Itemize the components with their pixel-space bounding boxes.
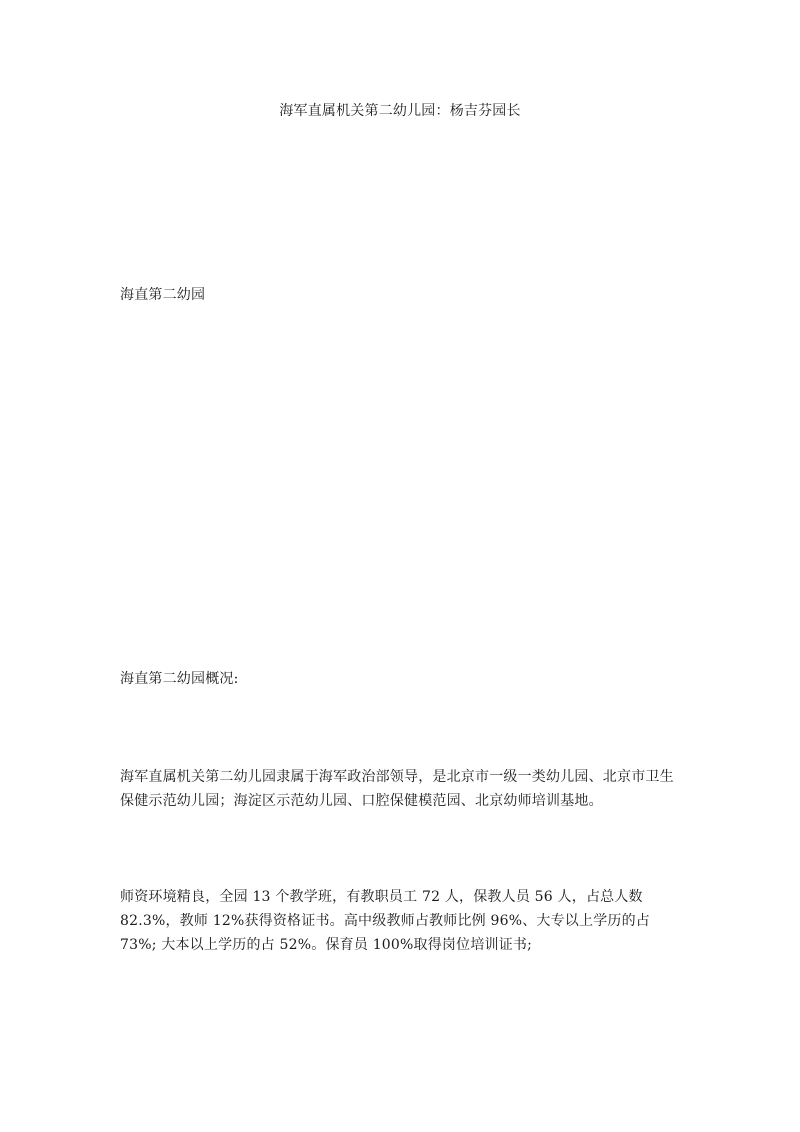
paragraph-staff-details: 师资环境精良，全园 13 个教学班，有教职员工 72 人，保教人员 56 人，占总人数 82.3%，教师 12%获得资格证书。高中级教师占教师比例 96%、大专以上学历的占 73%; 大本以上学历的占 52%。保育员 100%取得岗位培训证书; <box>120 889 651 953</box>
paragraph-introduction: 海军直属机关第二幼儿园隶属于海军政治部领导，是北京市一级一类幼儿园、北京市卫生保健示范幼儿园；海淀区示范幼儿园、口腔保健模范园、北京幼师培训基地。 <box>120 769 674 809</box>
paragraph-overview-heading: 海直第二幼园概况: <box>120 671 239 687</box>
paragraph-kindergarten-name: 海直第二幼园 <box>120 287 206 303</box>
document-title: 海军直属机关第二幼儿园：杨吉芬园长 <box>279 103 521 119</box>
